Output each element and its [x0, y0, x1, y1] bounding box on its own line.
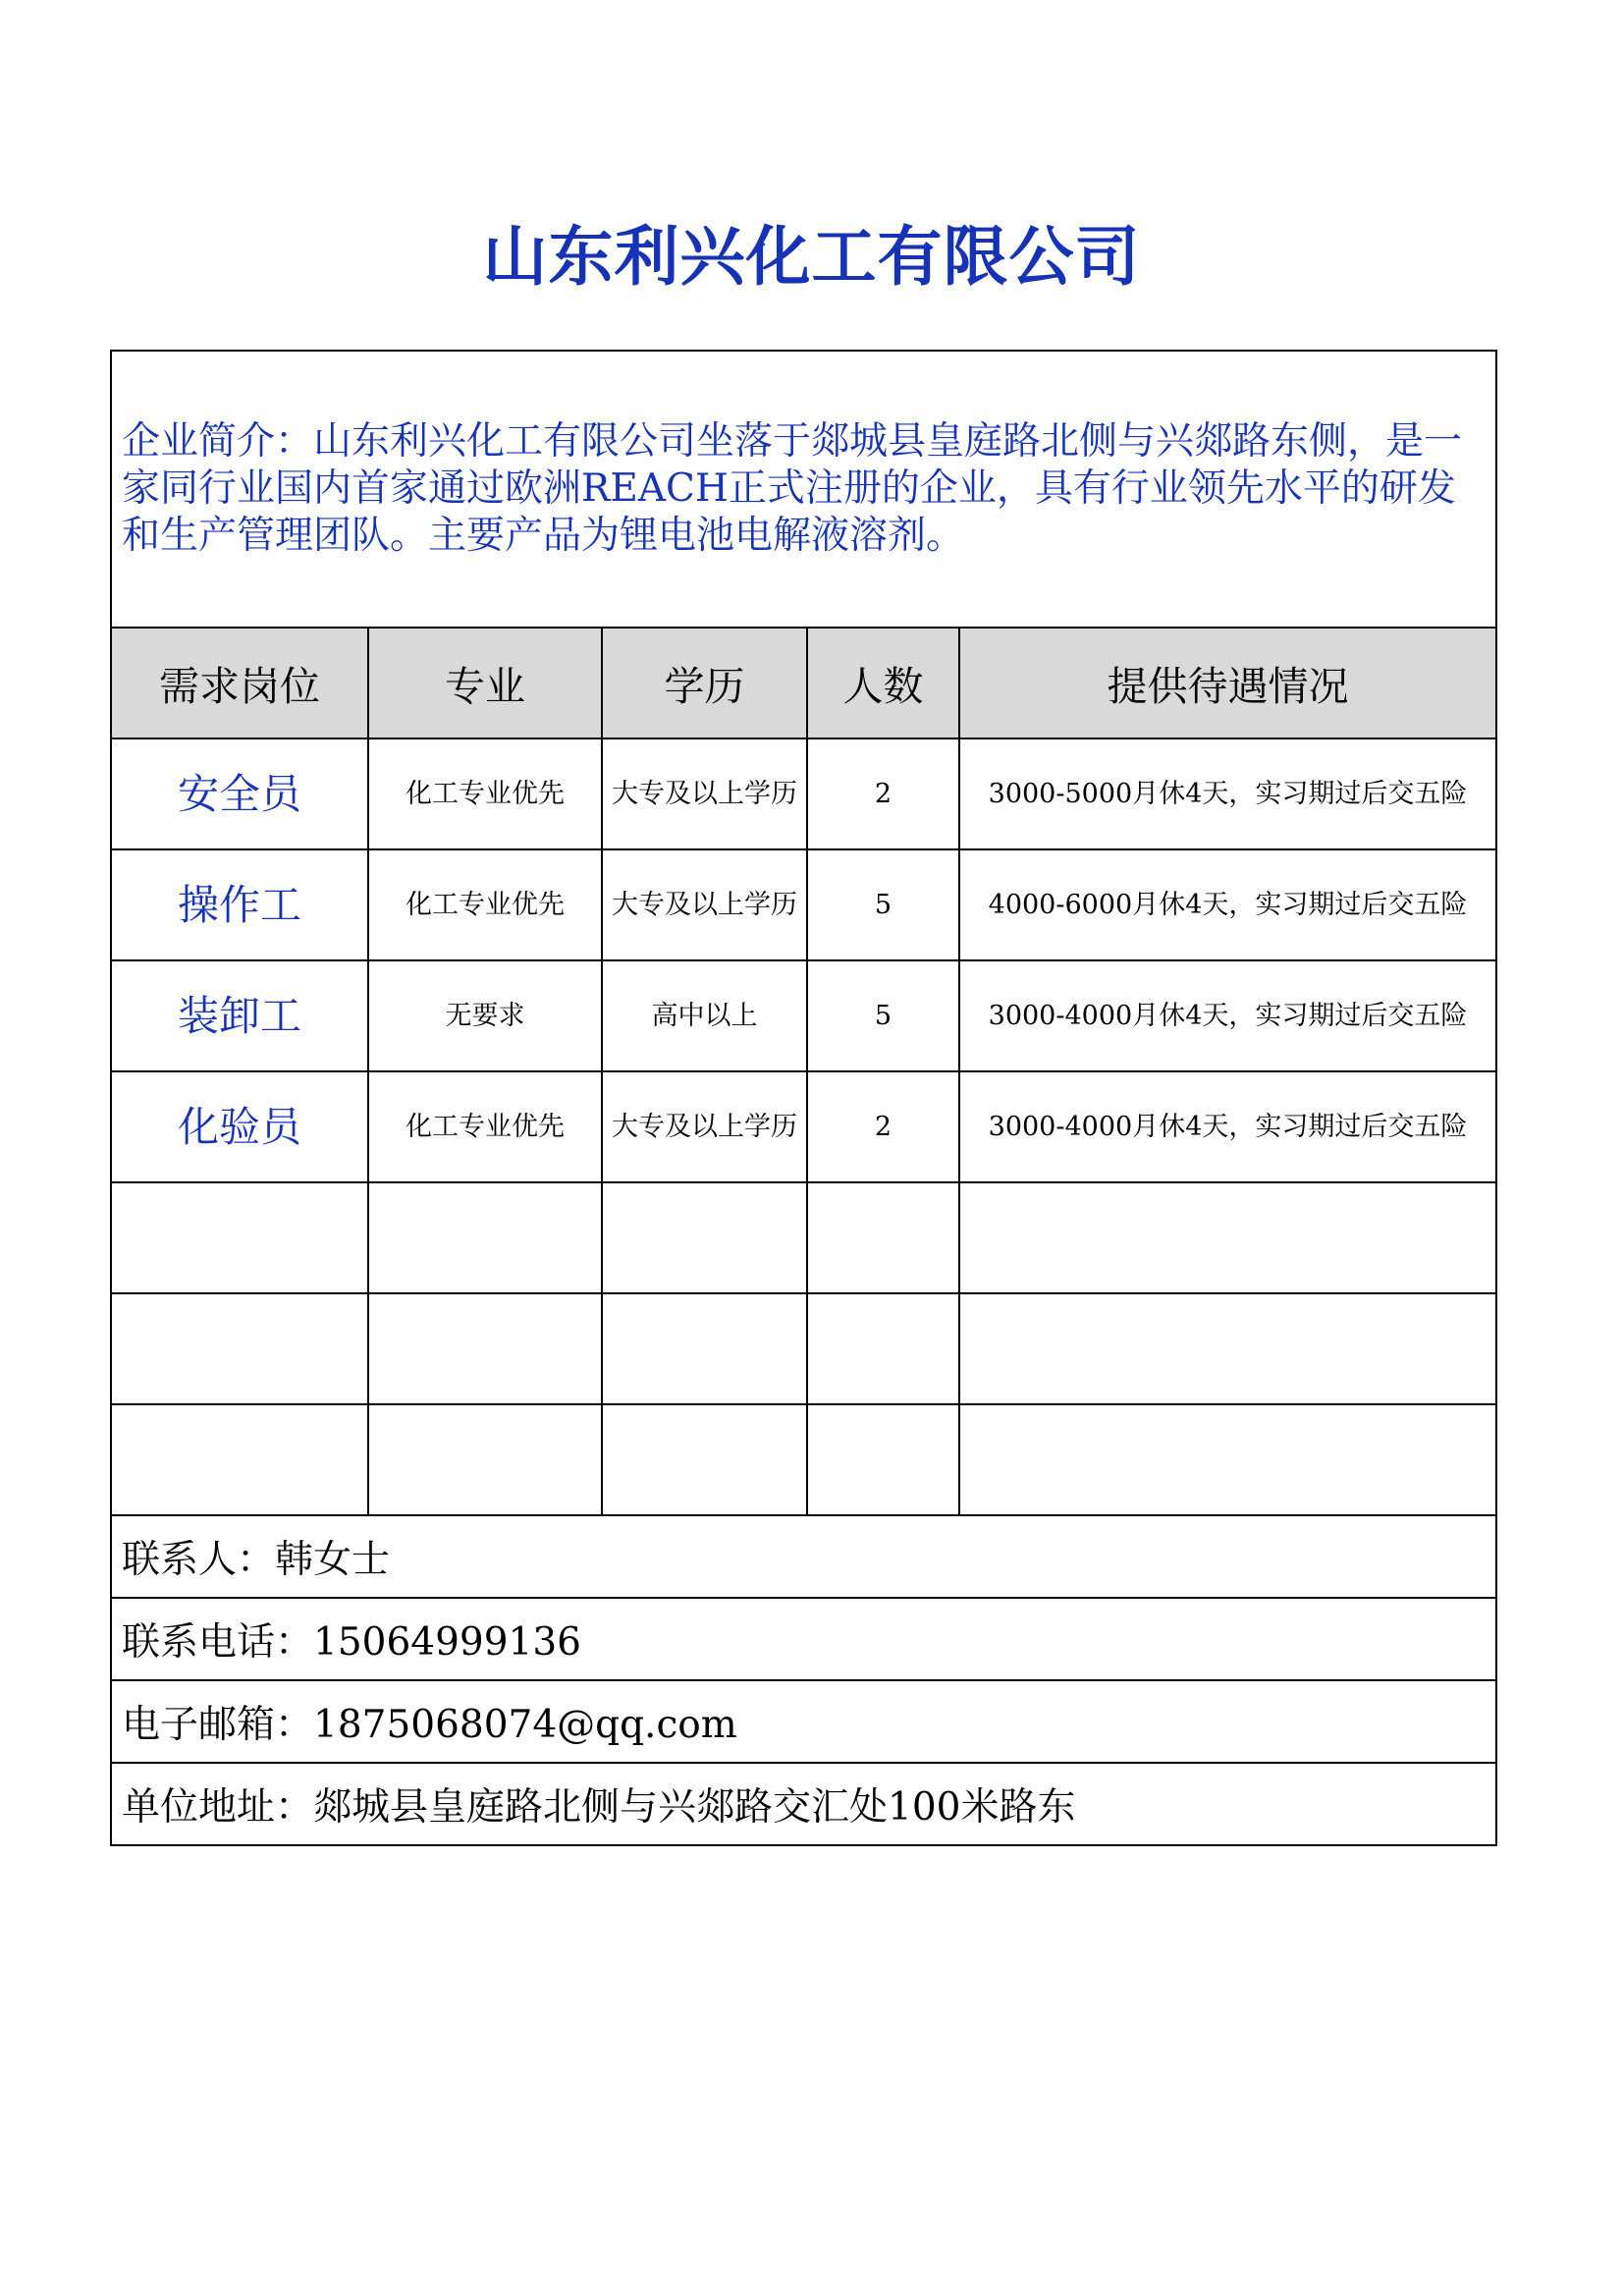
empty-cell	[807, 1293, 959, 1404]
job-education: 大专及以上学历	[602, 849, 807, 960]
header-benefits: 提供待遇情况	[959, 628, 1496, 738]
table-row	[111, 738, 1496, 849]
job-benefits: 4000-6000月休4天，实习期过后交五险	[959, 849, 1496, 960]
table-row	[111, 1071, 1496, 1182]
job-count: 5	[807, 960, 959, 1071]
table-row	[111, 849, 1496, 960]
contact-phone-row	[111, 1598, 1496, 1680]
empty-cell	[807, 1182, 959, 1293]
empty-cell	[807, 1404, 959, 1515]
page-title: 山东利兴化工有限公司	[482, 218, 1141, 295]
empty-row	[111, 1293, 1496, 1404]
job-education: 大专及以上学历	[602, 1071, 807, 1182]
contact-email-row	[111, 1680, 1496, 1763]
job-benefits: 3000-5000月休4天，实习期过后交五险	[959, 738, 1496, 849]
intro-row	[111, 351, 1496, 628]
table-header-row	[111, 628, 1496, 738]
job-count: 2	[807, 1071, 959, 1182]
header-count: 人数	[807, 628, 959, 738]
empty-cell	[602, 1182, 807, 1293]
job-position: 操作工	[111, 849, 368, 960]
job-major: 无要求	[368, 960, 602, 1071]
empty-cell	[111, 1404, 368, 1515]
contact-address-row	[111, 1763, 1496, 1845]
table-row	[111, 960, 1496, 1071]
empty-cell	[602, 1404, 807, 1515]
job-benefits: 3000-4000月休4天，实习期过后交五险	[959, 1071, 1496, 1182]
company-intro: 企业简介：山东利兴化工有限公司坐落于郯城县皇庭路北侧与兴郯路东侧，是一家同行业国内首家通过欧洲REACH正式注册的企业，具有行业领先水平的研发和生产管理团队。主要产品为锂电池电解液溶剂。	[111, 351, 1496, 628]
header-education: 学历	[602, 628, 807, 738]
job-major: 化工专业优先	[368, 849, 602, 960]
empty-cell	[111, 1182, 368, 1293]
empty-cell	[959, 1293, 1496, 1404]
contact-phone: 联系电话：15064999136	[111, 1598, 1496, 1680]
job-major: 化工专业优先	[368, 1071, 602, 1182]
job-position: 化验员	[111, 1071, 368, 1182]
job-benefits: 3000-4000月休4天，实习期过后交五险	[959, 960, 1496, 1071]
empty-cell	[959, 1404, 1496, 1515]
empty-cell	[368, 1293, 602, 1404]
contact-email: 电子邮箱：1875068074@qq.com	[111, 1680, 1496, 1763]
contact-person-row	[111, 1515, 1496, 1598]
job-education: 高中以上	[602, 960, 807, 1071]
job-count: 5	[807, 849, 959, 960]
header-major: 专业	[368, 628, 602, 738]
empty-cell	[368, 1404, 602, 1515]
empty-cell	[368, 1182, 602, 1293]
job-position: 装卸工	[111, 960, 368, 1071]
empty-row	[111, 1404, 1496, 1515]
job-major: 化工专业优先	[368, 738, 602, 849]
header-position: 需求岗位	[111, 628, 368, 738]
job-position: 安全员	[111, 738, 368, 849]
empty-cell	[602, 1293, 807, 1404]
empty-row	[111, 1182, 1496, 1293]
job-count: 2	[807, 738, 959, 849]
empty-cell	[959, 1182, 1496, 1293]
contact-person: 联系人：韩女士	[111, 1515, 1496, 1598]
job-education: 大专及以上学历	[602, 738, 807, 849]
contact-address: 单位地址：郯城县皇庭路北侧与兴郯路交汇处100米路东	[111, 1763, 1496, 1845]
empty-cell	[111, 1293, 368, 1404]
recruitment-table	[110, 350, 1497, 1846]
